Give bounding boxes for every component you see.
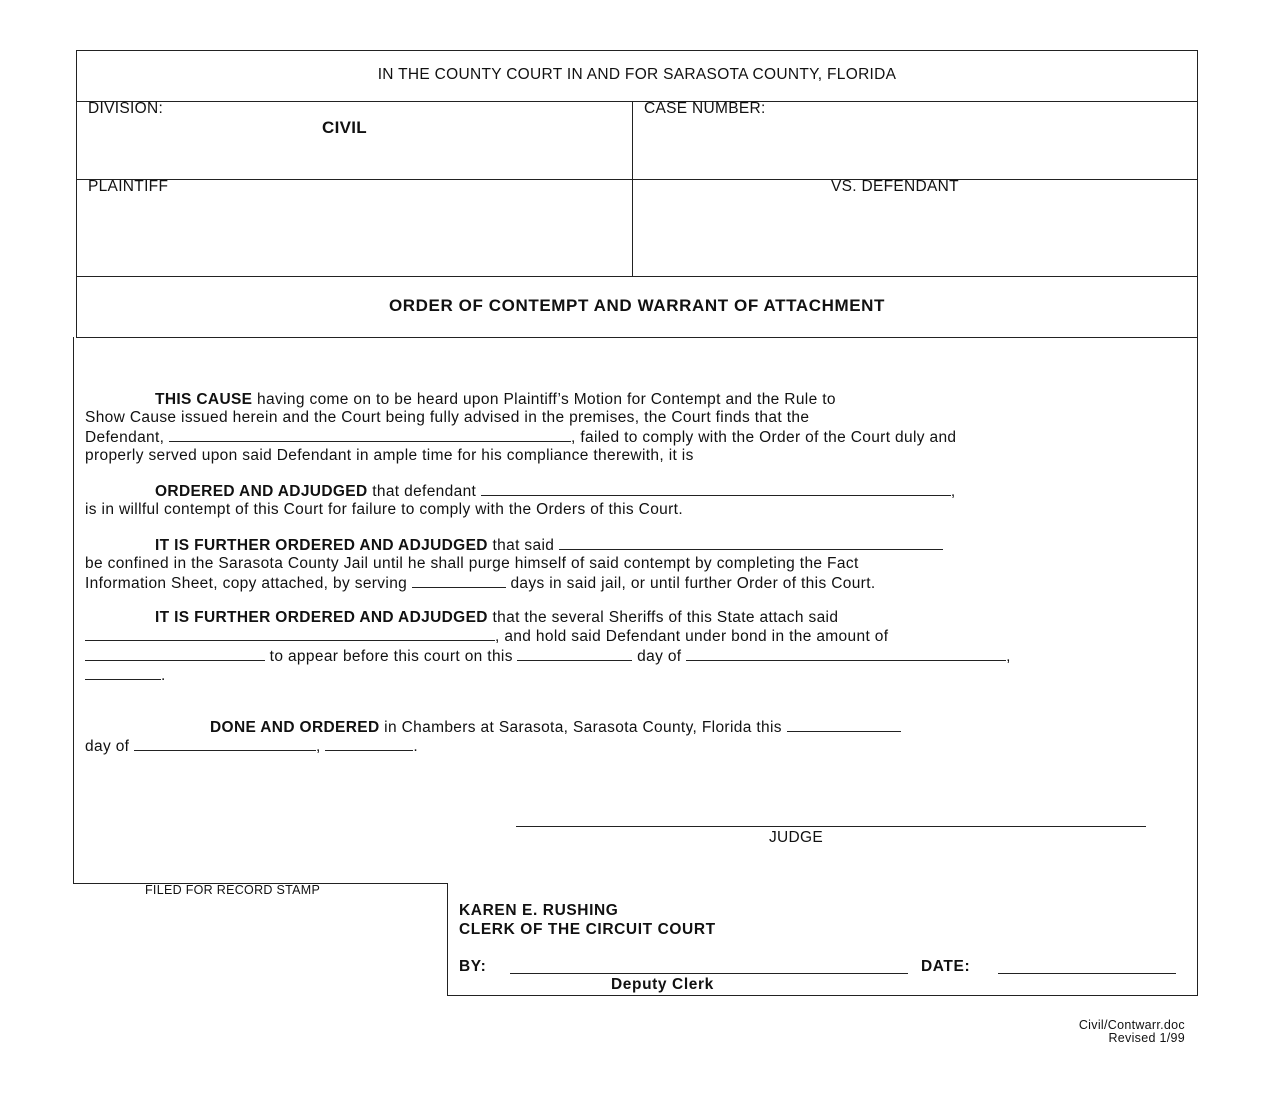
stamp-label: FILED FOR RECORD STAMP <box>145 883 321 897</box>
date-line[interactable] <box>998 973 1176 974</box>
frame-left-border <box>76 50 77 337</box>
p3-line3a: Information Sheet, copy attached, by serving <box>85 574 412 592</box>
p4-line2: , and hold said Defendant under bond in the amount of <box>495 628 889 646</box>
frame-left-border-lower <box>73 337 74 884</box>
paragraph-further-ordered-1 <box>85 536 1185 593</box>
p3-bold: IT IS FURTHER ORDERED AND ADJUDGED <box>155 537 488 554</box>
p3-line1: that said <box>487 537 559 554</box>
frame-top-border <box>77 50 1198 51</box>
deputy-signature-line[interactable] <box>510 973 908 974</box>
case-number-label: CASE NUMBER: <box>644 100 766 117</box>
header-divider-3 <box>76 276 1198 277</box>
deputy-clerk-label: Deputy Clerk <box>611 976 714 993</box>
clerk-name: KAREN E. RUSHING <box>459 902 619 919</box>
court-title: IN THE COUNTY COURT IN AND FOR SARASOTA COUNTY, FLORIDA <box>377 66 897 83</box>
attach-person-blank[interactable] <box>85 627 495 641</box>
contempt-defendant-blank[interactable] <box>481 482 951 496</box>
revision-note: Revised 1/99 <box>1108 1031 1185 1045</box>
p1-line2: Show Cause issued herein and the Court being fully advised in the premises, the Court finds that the <box>85 409 810 427</box>
header-divider-1 <box>76 101 1198 102</box>
paragraph-further-ordered-2 <box>85 609 1185 685</box>
p1-line1: having come on to be heard upon Plaintiff’s Motion for Contempt and the Rule to <box>252 391 836 408</box>
p4-bold: IT IS FURTHER ORDERED AND ADJUDGED <box>155 609 488 626</box>
p2-comma: , <box>950 483 956 500</box>
p5-bold: DONE AND ORDERED <box>210 719 380 736</box>
p2-line1: that defendant <box>367 483 481 500</box>
document-title: ORDER OF CONTEMPT AND WARRANT OF ATTACHMENT <box>388 296 886 315</box>
file-reference: Civil/Contwarr.doc <box>1078 1018 1185 1032</box>
done-year-blank[interactable] <box>325 737 413 751</box>
p4-line3c: , <box>1006 647 1011 665</box>
p2-line2: is in willful contempt of this Court for failure to comply with the Orders of this Court. <box>85 501 683 519</box>
p1-bold: THIS CAUSE <box>155 391 253 408</box>
p5-line2c: . <box>413 738 418 756</box>
done-day-blank[interactable] <box>787 718 901 732</box>
appear-day-blank[interactable] <box>517 647 632 661</box>
p1-line3a: Defendant, <box>85 428 169 446</box>
p4-line1: that the several Sheriffs of this State attach said <box>487 609 839 626</box>
jail-days-blank[interactable] <box>412 574 506 588</box>
clerk-box-bottom-border <box>447 995 1198 996</box>
frame-right-border <box>1197 50 1198 996</box>
date-label: DATE: <box>921 958 971 975</box>
division-value: CIVIL <box>322 118 367 137</box>
judge-label: JUDGE <box>769 829 824 846</box>
by-label: BY: <box>459 958 487 975</box>
title-bottom-divider <box>76 337 1198 338</box>
header-center-divider <box>632 101 633 276</box>
defendant-label: VS. DEFENDANT <box>831 178 959 195</box>
appear-month-blank[interactable] <box>686 647 1006 661</box>
p5-line1: in Chambers at Sarasota, Sarasota County, Florida this <box>379 719 787 736</box>
p1-line3b: , failed to comply with the Order of the Court duly and <box>571 428 957 446</box>
header-divider-2 <box>76 179 1198 180</box>
plaintiff-label: PLAINTIFF <box>88 178 169 195</box>
division-label: DIVISION: <box>88 100 164 117</box>
bond-amount-blank[interactable] <box>85 647 265 661</box>
paragraph-done-ordered <box>85 718 1185 757</box>
p3-line2: be confined in the Sarasota County Jail until he shall purge himself of said contempt by completing the Fact <box>85 555 859 573</box>
clerk-box-left-border <box>447 883 448 996</box>
clerk-title: CLERK OF THE CIRCUIT COURT <box>459 921 716 938</box>
p4-line4: . <box>161 666 166 684</box>
paragraph-this-cause <box>85 391 1185 465</box>
p4-line3b: day of <box>632 647 687 665</box>
confined-person-blank[interactable] <box>559 536 943 550</box>
p5-line2a: day of <box>85 738 134 756</box>
paragraph-ordered-adjudged <box>85 482 1185 520</box>
p4-line3a: to appear before this court on this <box>265 647 518 665</box>
defendant-name-blank[interactable] <box>169 428 571 442</box>
p2-bold: ORDERED AND ADJUDGED <box>155 483 368 500</box>
appear-year-blank[interactable] <box>85 666 161 680</box>
done-month-blank[interactable] <box>134 737 316 751</box>
p5-line2b: , <box>315 738 326 756</box>
p3-line3b: days in said jail, or until further Order of this Court. <box>505 574 876 592</box>
judge-signature-line[interactable] <box>516 826 1146 827</box>
p1-line4: properly served upon said Defendant in ample time for his compliance therewith, it is <box>85 446 694 464</box>
